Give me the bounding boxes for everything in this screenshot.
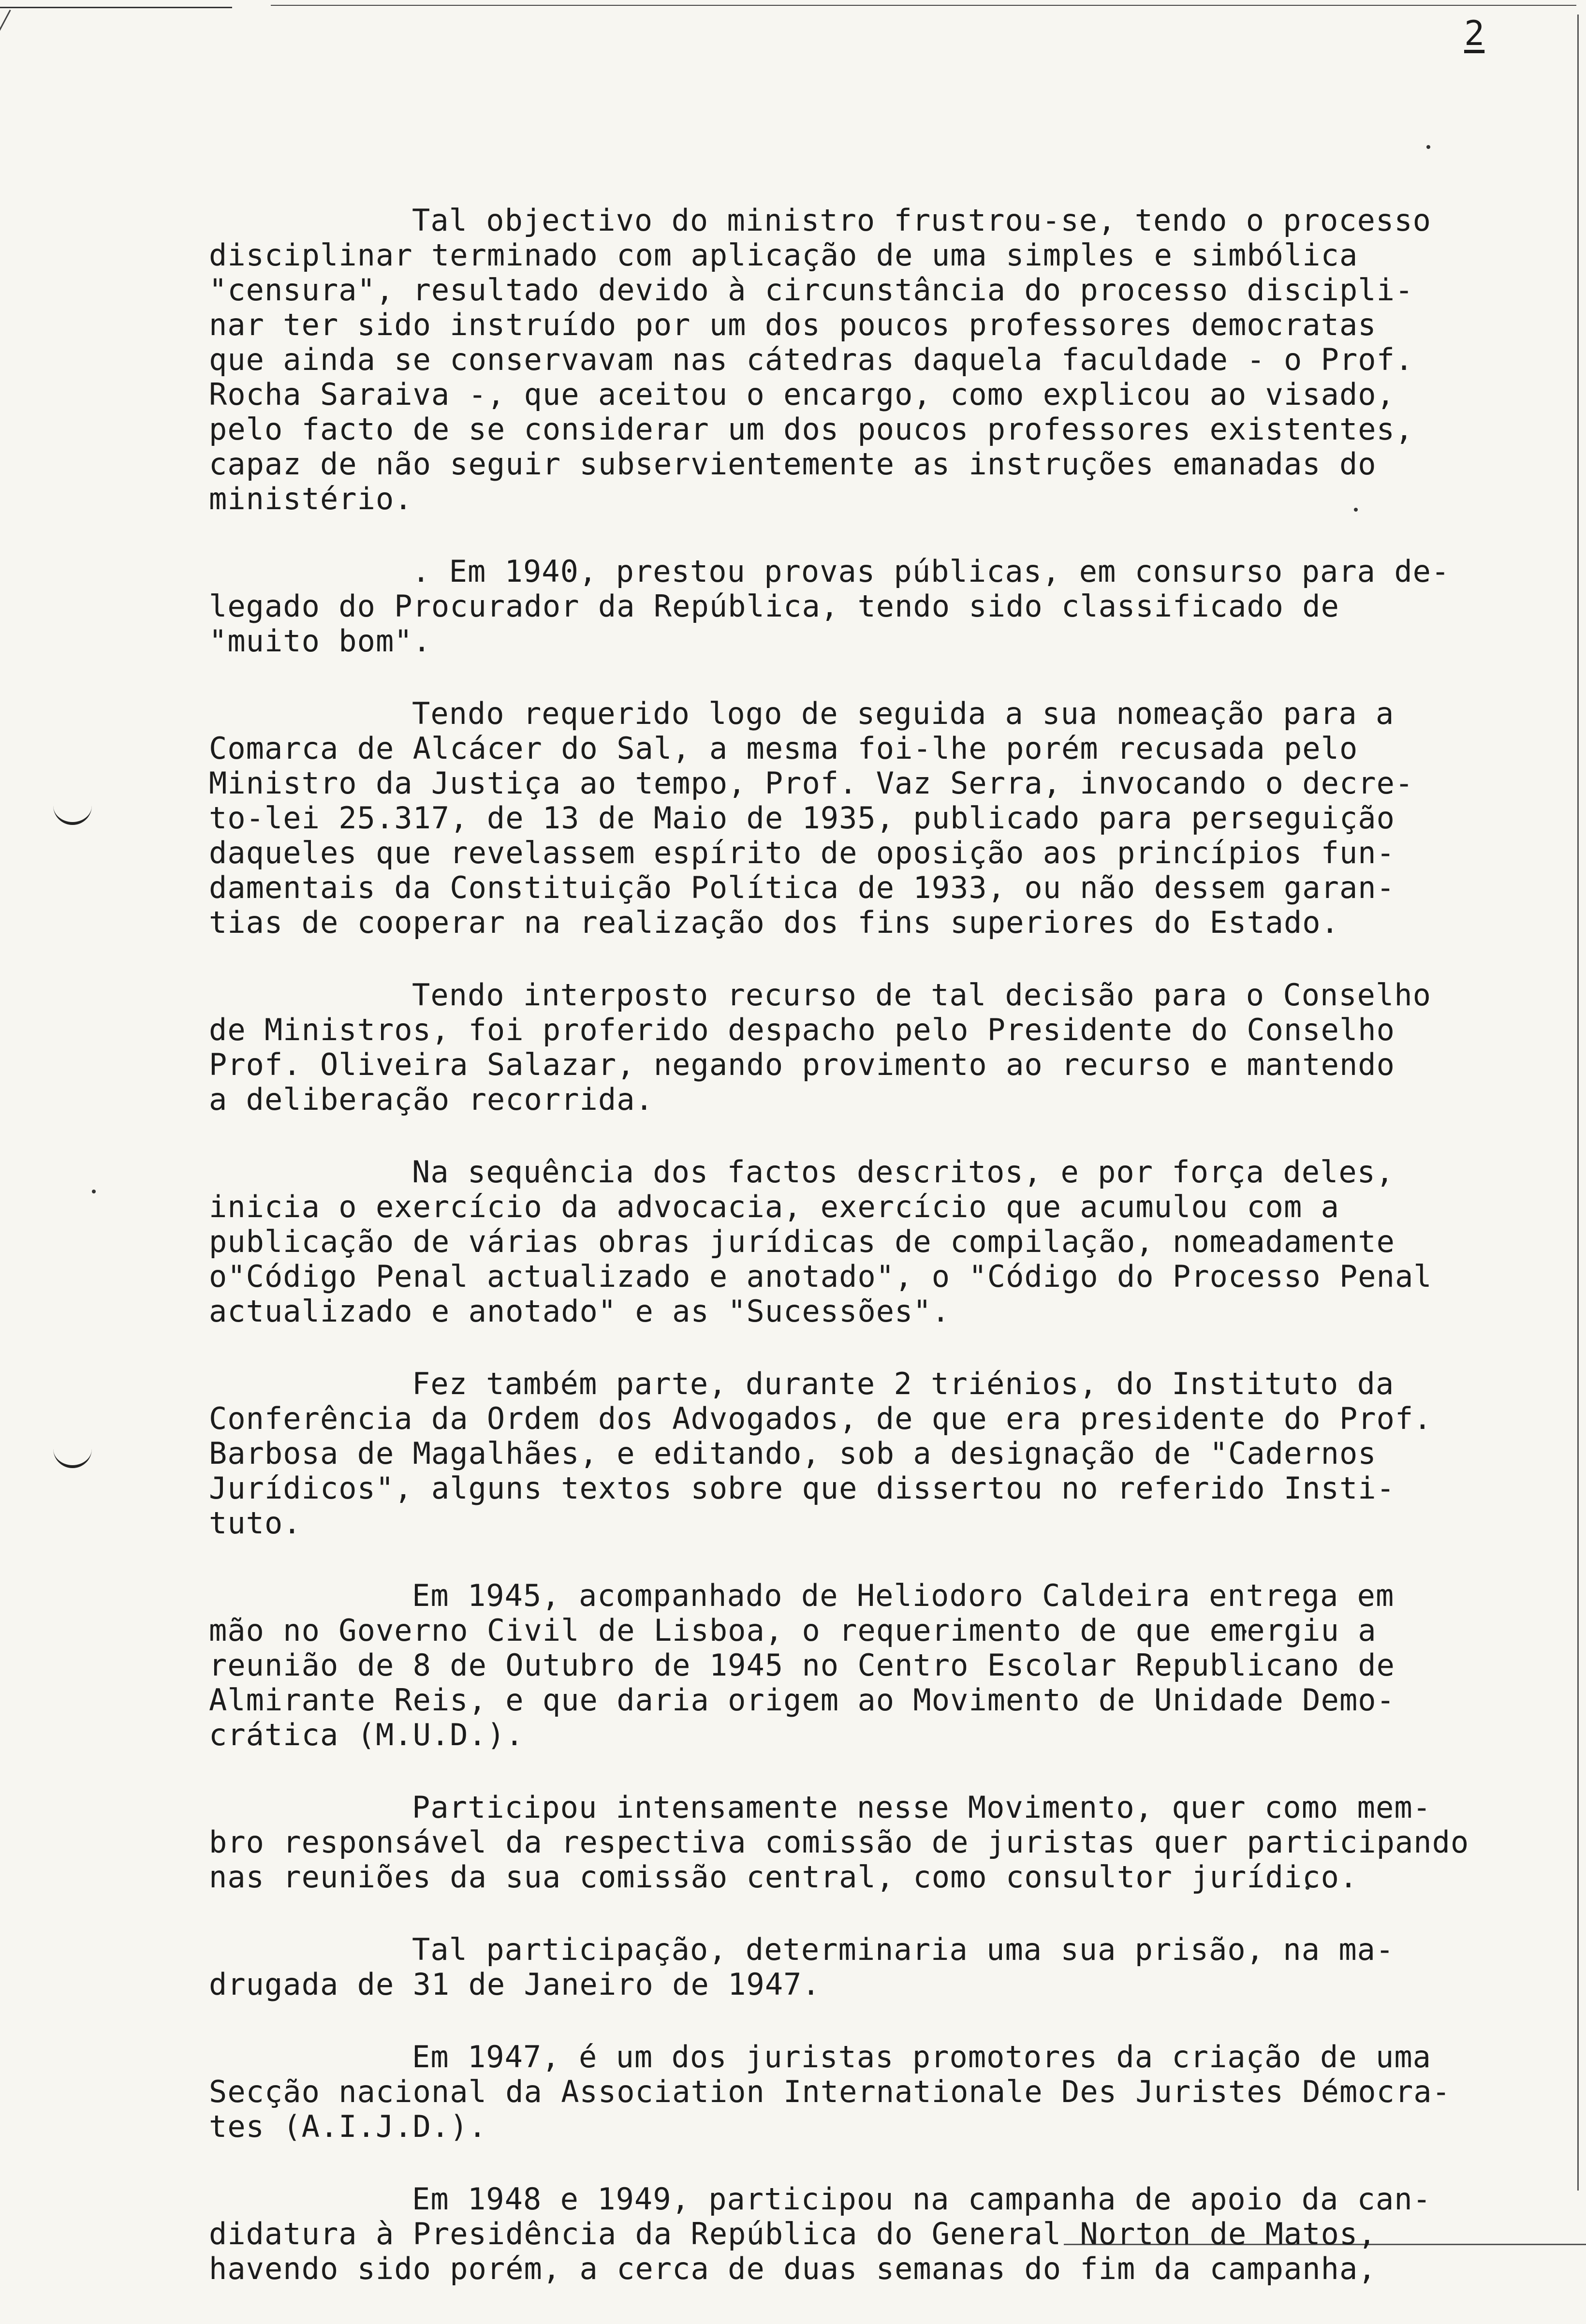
- text-line: Conferência da Ordem dos Advogados, de que era presidente do Prof.: [209, 1401, 1432, 1436]
- document-body: [209, 203, 1524, 2324]
- text-line: legado do Procurador da República, tendo sido classificado de: [209, 588, 1339, 624]
- text-line: havendo sido porém, a cerca de duas semanas do fim da campanha,: [209, 2251, 1377, 2286]
- text-line: pelo facto de se considerar um dos poucos professores existentes,: [209, 412, 1414, 447]
- text-line: Tendo interposto recurso de tal decisão para o Conselho: [412, 977, 1431, 1013]
- text-line: Jurídicos", alguns textos sobre que dissertou no referido Insti-: [209, 1471, 1395, 1506]
- text-line: nar ter sido instruído por um dos poucos professores democratas: [209, 307, 1377, 342]
- text-line: didatura à Presidência da República do General Norton de Matos,: [209, 2216, 1377, 2251]
- text-line: nas reuniões da sua comissão central, como consultor jurídico.: [209, 1859, 1358, 1895]
- paragraph: [209, 978, 1524, 1117]
- scan-speck: [1426, 145, 1430, 149]
- text-line: publicação de várias obras jurídicas de compilação, nomeadamente: [209, 1224, 1395, 1259]
- text-line: inicia o exercício da advocacia, exercício que acumulou com a: [209, 1189, 1339, 1224]
- text-line: . Em 1940, prestou provas públicas, em consurso para de-: [412, 554, 1450, 589]
- text-line: Tal participação, determinaria uma sua prisão, na ma-: [412, 1932, 1395, 1967]
- paragraph: [209, 554, 1524, 659]
- page-number: 2: [1464, 14, 1485, 53]
- text-line: Em 1948 e 1949, participou na campanha de apoio da can-: [412, 2181, 1431, 2217]
- scan-edge-line: [0, 7, 232, 8]
- text-line: de Ministros, foi proferido despacho pelo Presidente do Conselho: [209, 1012, 1395, 1047]
- text-line: daqueles que revelassem espírito de oposição aos princípios fun-: [209, 835, 1395, 870]
- text-line: Prof. Oliveira Salazar, negando provimento ao recurso e mantendo: [209, 1047, 1395, 1082]
- scan-speck: [92, 1190, 96, 1193]
- text-line: Tendo requerido logo de seguida a sua nomeação para a: [412, 696, 1395, 731]
- text-line: Secção nacional da Association Internationale Des Juristes Démocra-: [209, 2074, 1451, 2109]
- text-line: que ainda se conservavam nas cátedras daquela faculdade - o Prof.: [209, 342, 1414, 377]
- text-line: mão no Governo Civil de Lisboa, o requerimento de que emergiu a: [209, 1613, 1377, 1648]
- scan-edge-line: [1577, 15, 1579, 2191]
- text-line: o"Código Penal actualizado e anotado", o "Código do Processo Penal: [209, 1259, 1432, 1294]
- text-line: ministério.: [209, 481, 413, 516]
- paragraph: [209, 1932, 1524, 2002]
- text-line: disciplinar terminado com aplicação de uma simples e simbólica: [209, 237, 1358, 273]
- text-line: Participou intensamente nesse Movimento, quer como mem-: [412, 1790, 1431, 1825]
- text-line: Na sequência dos factos descritos, e por força deles,: [412, 1154, 1395, 1190]
- text-line: Em 1945, acompanhado de Heliodoro Caldeira entrega em: [412, 1578, 1395, 1613]
- text-line: tuto.: [209, 1505, 302, 1541]
- text-line: tias de cooperar na realização dos fins superiores do Estado.: [209, 905, 1339, 940]
- text-line: Almirante Reis, e que daria origem ao Movimento de Unidade Demo-: [209, 1682, 1395, 1718]
- text-line: reunião de 8 de Outubro de 1945 no Centro Escolar Republicano de: [209, 1647, 1395, 1683]
- text-line: Ministro da Justiça ao tempo, Prof. Vaz Serra, invocando o decre-: [209, 765, 1414, 801]
- text-line: Comarca de Alcácer do Sal, a mesma foi-lhe porém recusada pelo: [209, 731, 1358, 766]
- punch-hole-mark: [53, 803, 92, 825]
- text-line: Tal objectivo do ministro frustrou-se, tendo o processo: [412, 203, 1431, 238]
- text-line: tes (A.I.J.D.).: [209, 2109, 487, 2144]
- paragraph: [209, 1790, 1524, 1895]
- paragraph: [209, 1155, 1524, 1329]
- paragraph: [209, 203, 1524, 516]
- text-line: Rocha Saraiva -, que aceitou o encargo, como explicou ao visado,: [209, 377, 1395, 412]
- paragraph: [209, 2182, 1524, 2286]
- text-line: bro responsável da respectiva comissão de juristas quer participando: [209, 1824, 1469, 1860]
- text-line: to-lei 25.317, de 13 de Maio de 1935, publicado para perseguição: [209, 800, 1395, 836]
- paragraph: [209, 1578, 1524, 1752]
- scan-mark: [0, 10, 11, 87]
- text-line: Em 1947, é um dos juristas promotores da criação de uma: [412, 2039, 1431, 2074]
- text-line: drugada de 31 de Janeiro de 1947.: [209, 1967, 821, 2002]
- paragraph: [209, 1367, 1524, 1541]
- punch-hole-mark: [53, 1446, 92, 1468]
- scan-edge-line: [271, 5, 1576, 6]
- paragraph: [209, 696, 1524, 940]
- text-line: actualizado e anotado" e as "Sucessões".: [209, 1294, 951, 1329]
- text-line: a deliberação recorrida.: [209, 1082, 654, 1117]
- text-line: Barbosa de Magalhães, e editando, sob a designação de "Cadernos: [209, 1436, 1377, 1471]
- text-line: crática (M.U.D.).: [209, 1717, 524, 1752]
- text-line: "censura", resultado devido à circunstância do processo discipli-: [209, 272, 1414, 308]
- text-line: damentais da Constituição Política de 1933, ou não dessem garan-: [209, 870, 1395, 905]
- text-line: "muito bom".: [209, 623, 431, 659]
- text-line: Fez também parte, durante 2 triénios, do Instituto da: [412, 1366, 1395, 1401]
- text-line: capaz de não seguir subservientemente as instruções emanadas do: [209, 446, 1377, 482]
- paragraph: [209, 2040, 1524, 2144]
